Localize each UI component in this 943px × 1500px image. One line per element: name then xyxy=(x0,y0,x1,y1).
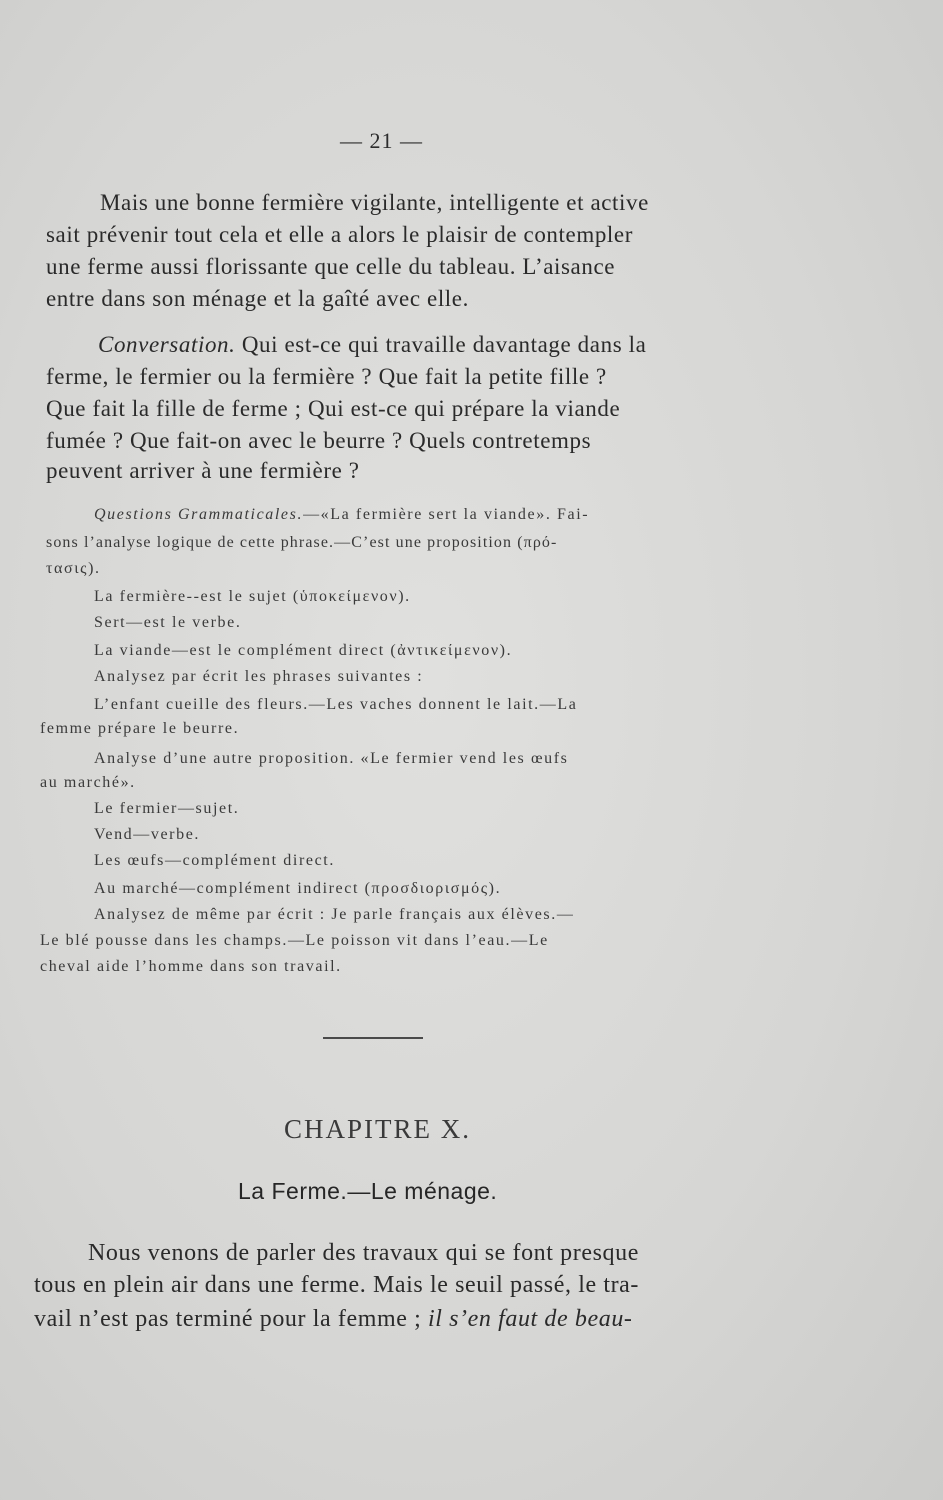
grammar-line-4: La fermière--est le sujet (ὑποκείμενον). xyxy=(94,588,411,605)
grammar-first-line: —«La fermière sert la viande». Fai- xyxy=(303,506,590,523)
grammar-label: Questions Grammaticales. xyxy=(94,506,304,523)
paragraph-1-line-4: entre dans son ménage et la gaîté avec elle. xyxy=(46,286,469,311)
grammar-line-18: cheval aide l’homme dans son travail. xyxy=(40,958,342,975)
grammar-line-7: Analysez par écrit les phrases suivantes : xyxy=(94,668,424,685)
grammar-line-5: Sert—est le verbe. xyxy=(94,614,242,631)
paragraph-1-line-2: sait prévenir tout cela et elle a alors le plaisir de contempler xyxy=(46,222,633,247)
paragraph-1-line-3: une ferme aussi florissante que celle du tableau. L’aisance xyxy=(46,254,616,279)
grammar-line-14: Les œufs—complément direct. xyxy=(94,852,335,869)
conversation-first-line: Qui est-ce qui travaille davantage dans la xyxy=(235,332,647,357)
chapter-title: CHAPITRE X. xyxy=(284,1114,472,1144)
conversation-line-4: fumée ? Que fait-on avec le beurre ? Quels contretemps xyxy=(46,428,592,453)
conversation-label: Conversation. xyxy=(98,332,236,357)
grammar-line-8: L’enfant cueille des fleurs.—Les vaches donnent le lait.—La xyxy=(94,696,578,713)
grammar-line-16: Analysez de même par écrit : Je parle français aux élèves.— xyxy=(94,906,575,923)
conversation-line-2: ferme, le fermier ou la fermière ? Que fait la petite fille ? xyxy=(46,364,607,389)
paragraph-2-italic: il s’en faut de beau- xyxy=(421,1306,633,1332)
conversation-line-5: peuvent arriver à une fermière ? xyxy=(46,458,360,483)
paragraph-2-line-3-text: vail n’est pas terminé pour la femme ; xyxy=(34,1306,422,1332)
paragraph-2-line-1: Nous venons de parler des travaux qui se font presque xyxy=(88,1240,639,1266)
section-divider xyxy=(323,1037,423,1039)
grammar-line-11: au marché». xyxy=(40,774,136,791)
grammar-line-6: La viande—est le complément direct (ἀντικείμενον). xyxy=(94,642,513,659)
conversation-line-3: Que fait la fille de ferme ; Qui est-ce qui prépare la viande xyxy=(46,396,621,421)
grammar-line-13: Vend—verbe. xyxy=(94,826,201,843)
page-number: — 21 — xyxy=(340,128,423,153)
grammar-line-3: τασις). xyxy=(46,560,101,577)
paragraph-2-line-2: tous en plein air dans une ferme. Mais le seuil passé, le tra- xyxy=(34,1272,640,1298)
grammar-line-1 xyxy=(94,506,589,524)
grammar-line-2: sons l’analyse logique de cette phrase.—C’est une proposition (πρό- xyxy=(46,534,558,551)
grammar-line-9: femme prépare le beurre. xyxy=(40,720,240,737)
paragraph-1-line-1: Mais une bonne fermière vigilante, intelligente et active xyxy=(100,190,649,215)
paragraph-2-line-3 xyxy=(34,1306,633,1333)
grammar-line-15: Au marché—complément indirect (προσδιορισμός). xyxy=(94,880,502,897)
grammar-line-12: Le fermier—sujet. xyxy=(94,800,240,817)
chapter-subtitle: La Ferme.—Le ménage. xyxy=(238,1178,498,1204)
grammar-line-17: Le blé pousse dans les champs.—Le poisson vit dans l’eau.—Le xyxy=(40,932,549,949)
conversation-line-1 xyxy=(98,332,646,358)
grammar-line-10: Analyse d’une autre proposition. «Le fermier vend les œufs xyxy=(94,750,569,767)
